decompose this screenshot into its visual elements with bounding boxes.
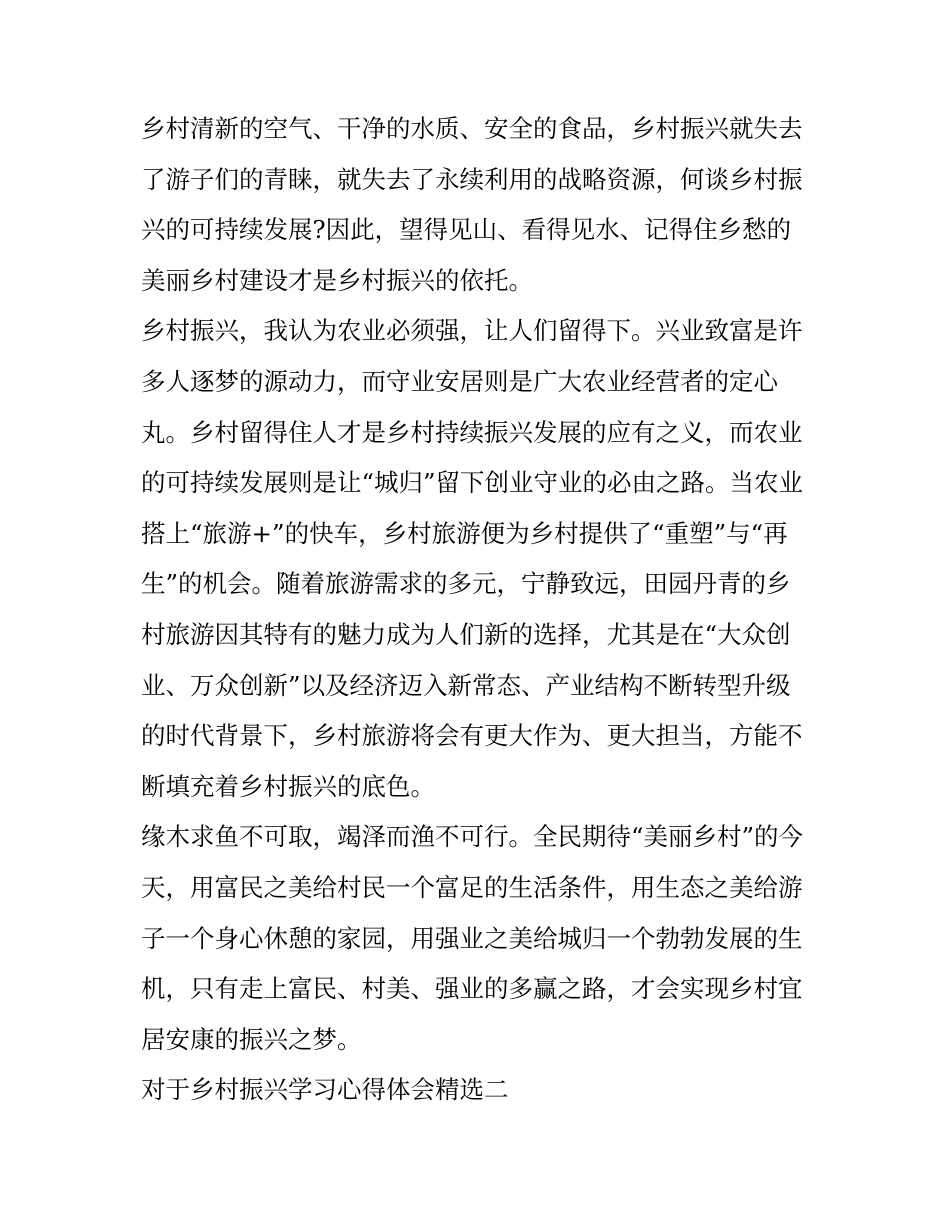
text-line: 生”的机会。随着旅游需求的多元，宁静致远，田园丹青的乡 — [141, 569, 791, 599]
text-line: 缘木求鱼不可取，竭泽而渔不可行。全民期待“美丽乡村”的今 — [141, 822, 804, 852]
text-line: 搭上“旅游+”的快车，乡村旅游便为乡村提供了“重塑”与“再 — [141, 518, 788, 548]
text-line: 子一个身心休憩的家园，用强业之美给城归一个勃勃发展的生 — [141, 923, 803, 953]
text-line: 村旅游因其特有的魅力成为人们新的选择，尤其是在“大众创 — [141, 619, 791, 649]
section-heading: 对于乡村振兴学习心得体会精选二 — [141, 1075, 509, 1105]
text-line: 了游子们的青睐，就失去了永续利用的战略资源，何谈乡村振 — [141, 164, 803, 194]
text-line: 多人逐梦的源动力，而守业安居则是广大农业经营者的定心 — [141, 366, 778, 396]
text-line: 居安康的振兴之梦。 — [141, 1024, 362, 1054]
text-line: 的可持续发展则是让“城归”留下创业守业的必由之路。当农业 — [141, 468, 804, 498]
text-line: 乡村清新的空气、干净的水质、安全的食品，乡村振兴就失去 — [141, 114, 803, 143]
text-line: 机，只有走上富民、村美、强业的多赢之路，才会实现乡村宜 — [141, 974, 803, 1004]
text-line: 业、万众创新”以及经济迈入新常态、产业结构不断转型升级 — [141, 670, 791, 700]
document-body — [141, 104, 813, 1116]
text-line: 丸。乡村留得住人才是乡村持续振兴发展的应有之义，而农业 — [141, 417, 803, 447]
text-line: 断填充着乡村振兴的底色。 — [141, 771, 435, 801]
text-line: 的时代背景下，乡村旅游将会有更大作为、更大担当，方能不 — [141, 721, 803, 751]
text-line: 天，用富民之美给村民一个富足的生活条件，用生态之美给游 — [141, 872, 803, 902]
text-line: 兴的可持续发展?因此，望得见山、看得见水、记得住乡愁的 — [141, 215, 792, 245]
text-line: 美丽乡村建设才是乡村振兴的依托。 — [141, 265, 533, 295]
text-line: 乡村振兴，我认为农业必须强，让人们留得下。兴业致富是许 — [141, 316, 803, 346]
